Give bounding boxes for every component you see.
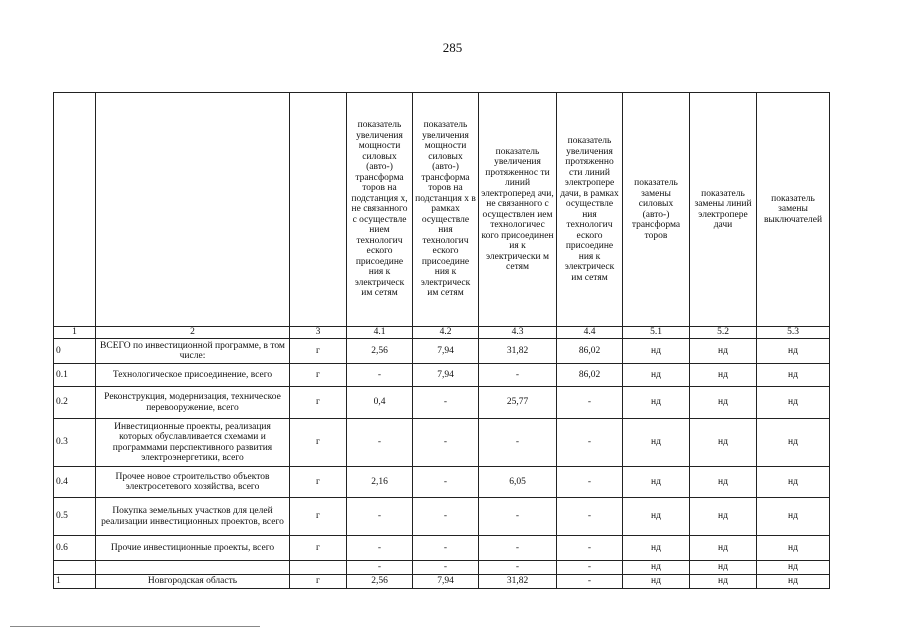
cell-4-2: -	[413, 498, 479, 536]
cell-4-1: -	[347, 419, 413, 467]
cell-4-2: 7,94	[413, 575, 479, 589]
cell-4-3: 31,82	[479, 575, 557, 589]
cell-5-3: нд	[757, 498, 830, 536]
row-number: 0	[54, 339, 96, 364]
row-name: Прочие инвестиционные проекты, всего	[96, 536, 290, 561]
cell-4-2: -	[413, 467, 479, 498]
column-number: 4.3	[479, 327, 557, 339]
column-number: 5.3	[757, 327, 830, 339]
column-number: 1	[54, 327, 96, 339]
row-unit	[290, 561, 347, 575]
column-number: 2	[96, 327, 290, 339]
column-number: 5.1	[623, 327, 690, 339]
cell-5-3: нд	[757, 339, 830, 364]
cell-5-2: нд	[690, 561, 757, 575]
row-unit: г	[290, 498, 347, 536]
table-row	[54, 575, 830, 589]
cell-4-3: -	[479, 536, 557, 561]
cell-4-4: -	[557, 498, 623, 536]
cell-5-2: нд	[690, 536, 757, 561]
cell-5-1: нд	[623, 339, 690, 364]
row-name: Покупка земельных участков для целей реализации инвестиционных проектов, всего	[96, 498, 290, 536]
cell-5-3: нд	[757, 419, 830, 467]
row-number: 0.1	[54, 364, 96, 387]
cell-5-3: нд	[757, 467, 830, 498]
row-unit: г	[290, 364, 347, 387]
row-number: 0.4	[54, 467, 96, 498]
row-name: Новгородская область	[96, 575, 290, 589]
cell-4-1: -	[347, 364, 413, 387]
row-number: 0.5	[54, 498, 96, 536]
cell-4-3: -	[479, 419, 557, 467]
cell-5-1: нд	[623, 467, 690, 498]
cell-4-1: -	[347, 498, 413, 536]
cell-5-3: нд	[757, 364, 830, 387]
row-number	[54, 561, 96, 575]
cell-4-1: 2,56	[347, 339, 413, 364]
row-name: Инвестиционные проекты, реализация которых обуславливается схемами и программами перспективного развития электроэнергетики, всего	[96, 419, 290, 467]
column-number: 4.4	[557, 327, 623, 339]
cell-5-1: нд	[623, 561, 690, 575]
header-cell-4-1: показатель увеличения мощности силовых (авто-) трансформа торов на подстанция х, не связанного с осуществле нием технологич еского присоедине ния к электрическ им сетям	[347, 93, 413, 327]
row-unit: г	[290, 339, 347, 364]
column-number: 3	[290, 327, 347, 339]
table-row	[54, 387, 830, 419]
cell-5-3: нд	[757, 561, 830, 575]
cell-4-1: -	[347, 561, 413, 575]
cell-5-3: нд	[757, 536, 830, 561]
cell-5-3: нд	[757, 575, 830, 589]
cell-5-2: нд	[690, 575, 757, 589]
header-cell-4-2: показатель увеличения мощности силовых (авто-) трансформа торов на подстанция х в рамках осуществле ния технологич еского присоедине ния к электрическ им сетям	[413, 93, 479, 327]
cell-4-4: 86,02	[557, 364, 623, 387]
cell-5-1: нд	[623, 387, 690, 419]
cell-4-4: 86,02	[557, 339, 623, 364]
table-row	[54, 419, 830, 467]
table-row	[54, 364, 830, 387]
cell-5-1: нд	[623, 575, 690, 589]
row-number: 0.3	[54, 419, 96, 467]
row-number: 0.2	[54, 387, 96, 419]
row-unit: г	[290, 387, 347, 419]
header-cell-1	[54, 93, 96, 327]
cell-4-2: 7,94	[413, 339, 479, 364]
cell-5-2: нд	[690, 498, 757, 536]
column-number-row	[54, 327, 830, 339]
cell-4-3: 31,82	[479, 339, 557, 364]
header-cell-5-1: показатель замены силовых (авто-) трансформа торов	[623, 93, 690, 327]
cell-4-1: 2,16	[347, 467, 413, 498]
cell-5-1: нд	[623, 536, 690, 561]
cell-4-3: 25,77	[479, 387, 557, 419]
cell-4-4: -	[557, 467, 623, 498]
footer-divider	[10, 626, 260, 627]
cell-4-3: -	[479, 498, 557, 536]
page-number: 285	[442, 40, 463, 55]
cell-5-2: нд	[690, 467, 757, 498]
cell-5-2: нд	[690, 339, 757, 364]
row-unit: г	[290, 419, 347, 467]
header-cell-4-4: показатель увеличения протяженно сти линий электропере дачи, в рамках осуществле ния технологич еского присоедине ния к электрическ им сетям	[557, 93, 623, 327]
cell-5-2: нд	[690, 387, 757, 419]
table-row	[54, 467, 830, 498]
cell-4-1: 0,4	[347, 387, 413, 419]
row-unit: г	[290, 536, 347, 561]
row-number: 1	[54, 575, 96, 589]
cell-5-2: нд	[690, 419, 757, 467]
cell-5-2: нд	[690, 364, 757, 387]
column-number: 4.2	[413, 327, 479, 339]
header-cell-4-3: показатель увеличения протяженнос ти линий электроперед ачи, не связанного с осуществлен ием технологичес кого присоединен ия к электрически м сетям	[479, 93, 557, 327]
row-name: ВСЕГО по инвестиционной программе, в том числе:	[96, 339, 290, 364]
cell-4-1: -	[347, 536, 413, 561]
cell-4-4: -	[557, 575, 623, 589]
row-name: Прочее новое строительство объектов электросетевого хозяйства, всего	[96, 467, 290, 498]
table-row	[54, 561, 830, 575]
cell-4-3: -	[479, 561, 557, 575]
column-number: 4.1	[347, 327, 413, 339]
row-unit: г	[290, 467, 347, 498]
header-cell-5-2: показатель замены линий электропере дачи	[690, 93, 757, 327]
cell-4-4: -	[557, 419, 623, 467]
header-cell-3	[290, 93, 347, 327]
cell-5-3: нд	[757, 387, 830, 419]
cell-4-3: -	[479, 364, 557, 387]
cell-4-4: -	[557, 387, 623, 419]
cell-4-2: -	[413, 561, 479, 575]
cell-4-4: -	[557, 536, 623, 561]
cell-4-2: 7,94	[413, 364, 479, 387]
column-number: 5.2	[690, 327, 757, 339]
cell-4-3: 6,05	[479, 467, 557, 498]
row-name: Технологическое присоединение, всего	[96, 364, 290, 387]
row-name	[96, 561, 290, 575]
table-row	[54, 498, 830, 536]
cell-4-2: -	[413, 536, 479, 561]
row-name: Реконструкция, модернизация, техническое перевооружение, всего	[96, 387, 290, 419]
cell-4-2: -	[413, 387, 479, 419]
header-cell-2	[96, 93, 290, 327]
cell-4-2: -	[413, 419, 479, 467]
header-row	[54, 93, 830, 327]
table-row	[54, 536, 830, 561]
investment-indicators-table	[53, 92, 830, 589]
row-unit: г	[290, 575, 347, 589]
table-row	[54, 339, 830, 364]
cell-5-1: нд	[623, 498, 690, 536]
cell-4-1: 2,56	[347, 575, 413, 589]
cell-5-1: нд	[623, 364, 690, 387]
cell-5-1: нд	[623, 419, 690, 467]
header-cell-5-3: показатель замены выключателей	[757, 93, 830, 327]
row-number: 0.6	[54, 536, 96, 561]
cell-4-4: -	[557, 561, 623, 575]
